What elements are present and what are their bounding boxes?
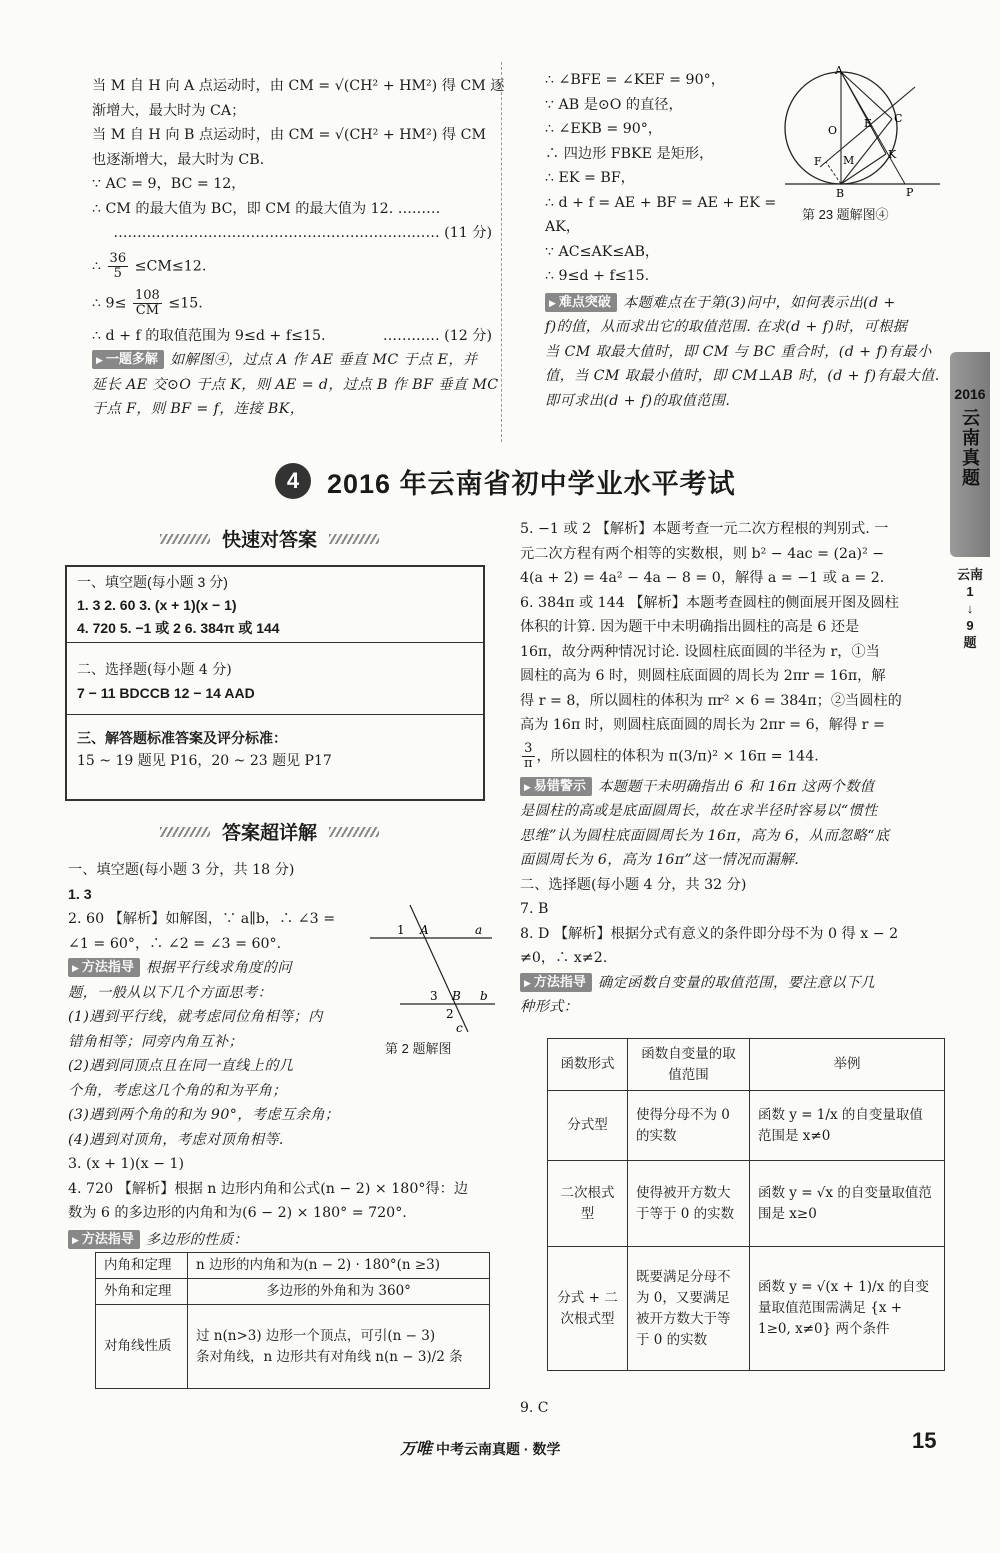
note-line: (4)遇到对顶角，考虑对顶角相等. bbox=[68, 1131, 284, 1148]
table-row bbox=[548, 1091, 945, 1161]
range-text: ∴ d + f 的取值范围为 9≤d + f≤15. bbox=[92, 327, 326, 344]
answer-9: 9. C bbox=[520, 1400, 549, 1416]
fig-label: M bbox=[843, 154, 855, 167]
answer-2: 2. 60 【解析】如解图，∵ a∥b，∴ ∠3 = bbox=[68, 911, 336, 927]
warning-tag: ▶ 易错警示 bbox=[520, 777, 592, 796]
section-title: 一、填空题(每小题 3 分，共 18 分) bbox=[68, 862, 295, 878]
table-cell: 外角和定理 bbox=[96, 1279, 188, 1305]
text-line: AK， bbox=[545, 219, 581, 235]
inequality-1 bbox=[92, 252, 492, 281]
note-line: 种形式： bbox=[520, 999, 579, 1015]
table-header: 函数自变量的取值范围 bbox=[628, 1039, 750, 1091]
note-line: 于点 F，则 BF = f，连接 BK， bbox=[92, 401, 305, 417]
prefix: ∴ bbox=[92, 258, 102, 274]
text-line: ∴ ∠EKB = 90°， bbox=[545, 121, 663, 137]
fraction bbox=[108, 252, 129, 281]
fig-label: b bbox=[480, 989, 488, 1003]
quick-answers-heading bbox=[160, 525, 379, 552]
answer-5: 4(a + 2) = 4a² − 4a − 8 = 0，解得 a = −1 或 a = 2. bbox=[520, 570, 885, 586]
answer-row: 7 − 11 BDCCB 12 − 14 AAD bbox=[77, 685, 255, 701]
table-cell: 函数 y = 1/x 的自变量取值范围是 x≠0 bbox=[750, 1091, 945, 1161]
table-cell: 函数 y = √(x + 1)/x 的自变量取值范围需满足 {x + 1≥0, x≠0} 两个条件 bbox=[750, 1247, 945, 1371]
denominator: CM bbox=[135, 302, 160, 318]
section-title: 二、选择题(每小题 4 分，共 32 分) bbox=[520, 876, 747, 893]
numerator: 36 bbox=[109, 250, 127, 266]
answer-8: ≠0，∴ x≠2. bbox=[520, 950, 608, 966]
fig-label: c bbox=[456, 1021, 463, 1035]
method-tag: ▶ 方法指导 bbox=[520, 973, 592, 992]
table-row bbox=[548, 1247, 945, 1371]
fig-label: A bbox=[420, 923, 429, 937]
sidebar-tab bbox=[950, 352, 990, 557]
answer-row: 4. 720 5. −1 或 2 6. 384π 或 144 bbox=[77, 620, 280, 636]
fig-label: B bbox=[452, 989, 461, 1003]
text-line: 当 M 自 H 向 A 点运动时，由 CM = √(CH² + HM²) 得 CM 逐 bbox=[92, 78, 505, 94]
inequality-2 bbox=[92, 289, 492, 318]
table-cell: n 边形的内角和为(n − 2) · 180°(n ≥3) bbox=[188, 1253, 490, 1279]
fig-label: B bbox=[836, 187, 845, 200]
note-line: 思维”认为圆柱底面圆周长为 16π，高为 6，从而忽略“底 bbox=[520, 827, 890, 844]
table-cell: 分式 + 二次根式型 bbox=[548, 1247, 628, 1371]
note-line: 本题题干未明确指出 6 和 16π 这两个数值 bbox=[597, 778, 875, 795]
quick-answers-box bbox=[65, 565, 485, 801]
note-line: (1)遇到平行线，就考虑同位角相等；内 bbox=[68, 1009, 323, 1025]
sidebar-range bbox=[952, 566, 988, 651]
figure-2-parallel-lines bbox=[370, 900, 495, 1035]
decor-stripes bbox=[329, 827, 379, 837]
suffix: ≤CM≤12. bbox=[134, 258, 207, 274]
text-line: ∵ AC≤AK≤AB， bbox=[545, 243, 660, 260]
note-line: 本题难点在于第(3)问中，如何表示出(d + bbox=[622, 294, 896, 311]
fig-label: F bbox=[814, 155, 822, 168]
suffix: ≤15. bbox=[168, 295, 203, 311]
table-header: 函数形式 bbox=[548, 1039, 628, 1091]
note-line: f)的值，从而求出它的取值范围. 在求(d + f)时，可根据 bbox=[545, 319, 908, 335]
answer-row: 15 ~ 19 题见 P16，20 ~ 23 题见 P17 bbox=[77, 753, 332, 769]
fraction bbox=[522, 742, 535, 771]
note-line: 根据平行线求角度的问 bbox=[145, 960, 292, 976]
table-header-row bbox=[548, 1039, 945, 1091]
decor-stripes bbox=[329, 534, 379, 544]
denominator: π bbox=[524, 755, 533, 771]
answer-6: 高为 16π 时，则圆柱底面圆的周长为 2πr = 6，解得 r = bbox=[520, 717, 885, 733]
text-line: ∵ AB 是⊙O 的直径， bbox=[545, 96, 683, 113]
range-from: 1 bbox=[966, 584, 974, 599]
sidebar-label: 云南真题 bbox=[960, 408, 980, 488]
note-line: 当 CM 取最大值时，即 CM 与 BC 重合时，(d + f)有最小 bbox=[545, 343, 932, 360]
section-title: 一、填空题(每小题 3 分) bbox=[77, 574, 228, 590]
column-divider bbox=[501, 62, 502, 442]
table-cell: 对角线性质 bbox=[96, 1305, 188, 1389]
fig-label: 3 bbox=[430, 989, 438, 1003]
decor-stripes bbox=[160, 534, 210, 544]
note-line: 如解图④，过点 A 作 AE 垂直 MC 于点 E，并 bbox=[169, 352, 478, 368]
note-line: (2)遇到同顶点且在同一直线上的几 bbox=[68, 1058, 294, 1074]
table-cell: 多边形的外角和为 360° bbox=[188, 1279, 490, 1305]
note-line: 错角相等；同旁内角互补； bbox=[68, 1033, 244, 1050]
function-domain-table bbox=[547, 1038, 945, 1371]
polygon-properties-table bbox=[95, 1252, 490, 1389]
table-cell: 使得分母不为 0 的实数 bbox=[628, 1091, 750, 1161]
note-line: 确定函数自变量的取值范围，要注意以下几 bbox=[597, 974, 876, 991]
answer-1: 1. 3 bbox=[68, 886, 92, 903]
range-to: 9 bbox=[966, 618, 974, 633]
text-line: 也逐渐增大，最大时为 CB. bbox=[92, 151, 265, 168]
figure-2-caption: 第 2 题解图 bbox=[385, 1041, 452, 1056]
note-line: (3)遇到两个角的和为 90°，考虑互余角； bbox=[68, 1107, 340, 1123]
answer-2: ∠1 = 60°，∴ ∠2 = ∠3 = 60°. bbox=[68, 935, 282, 952]
hard-point bbox=[545, 291, 945, 316]
warning bbox=[520, 775, 945, 800]
answer-6: 得 r = 8，所以圆柱的体积为 πr² × 6 = 384π；②当圆柱的 bbox=[520, 692, 902, 709]
figure-23-circle bbox=[780, 62, 945, 202]
text-line: ∴ ∠BFE = ∠KEF = 90°， bbox=[545, 72, 725, 88]
arrow-down-icon: ↓ bbox=[966, 601, 974, 616]
answer-6-last bbox=[520, 742, 945, 771]
sidebar-year: 2016 bbox=[954, 386, 986, 402]
cell-line: 条对角线，n 边形共有对角线 n(n − 3)/2 条 bbox=[196, 1348, 463, 1365]
answer-6: 体积的计算. 因为题干中未明确指出圆柱的高是 6 还是 bbox=[520, 619, 860, 635]
text-line: ∴ EK = BF， bbox=[545, 170, 635, 186]
table-row bbox=[96, 1253, 490, 1279]
score-12: ………… (12 分) bbox=[382, 327, 492, 344]
lower-right-column bbox=[520, 517, 945, 1020]
fig-label: a bbox=[475, 923, 483, 937]
text-line: ∴ d + f = AE + BF = AE + EK = bbox=[545, 194, 777, 211]
section-title: 二、选择题(每小题 4 分) bbox=[77, 662, 232, 678]
answer-3: 3. (x + 1)(x − 1) bbox=[68, 1156, 185, 1172]
text-line: 渐增大，最大时为 CA； bbox=[92, 102, 246, 119]
fill-section bbox=[67, 567, 483, 643]
note-line: 多边形的性质： bbox=[145, 1231, 249, 1248]
answer-6: 6. 384π 或 144 【解析】本题考查圆柱的侧面展开图及圆柱 bbox=[520, 594, 899, 611]
answer-5: 5. −1 或 2 【解析】本题考查一元二次方程根的判别式. 一 bbox=[520, 521, 889, 537]
multi-solution-tag: ▶ 一题多解 bbox=[92, 350, 164, 369]
fig-label: 2 bbox=[446, 1007, 454, 1021]
figure-23-caption: 第 23 题解图④ bbox=[802, 207, 889, 222]
footer-text: 中考云南真题 · 数学 bbox=[436, 1441, 561, 1457]
fig-label: A bbox=[835, 64, 843, 77]
table-cell: 分式型 bbox=[548, 1091, 628, 1161]
fig-label: E bbox=[864, 117, 873, 130]
text-line: 当 M 自 H 向 B 点运动时，由 CM = √(CH² + HM²) 得 CM bbox=[92, 127, 486, 143]
answer-4: 数为 6 的多边形的内角和为(6 − 2) × 180° = 720°. bbox=[68, 1205, 407, 1221]
answer-5: 元二次方程有两个相等的实数根，则 b² − 4ac = (2a)² − bbox=[520, 545, 885, 562]
decor-stripes bbox=[160, 827, 210, 837]
heading-text: 快速对答案 bbox=[222, 530, 318, 551]
note-line: 题，一般从以下几个方面思考： bbox=[68, 984, 273, 1001]
range-line bbox=[92, 324, 492, 349]
text-line: ∴ 四边形 FBKE 是矩形， bbox=[545, 145, 714, 162]
method-guide-2 bbox=[68, 1228, 498, 1253]
table-cell: 二次根式型 bbox=[548, 1161, 628, 1247]
method-tag: ▶ 方法指导 bbox=[68, 1230, 140, 1249]
answer-6: 16π，故分两种情况讨论. 设圆柱底面圆的半径为 r，①当 bbox=[520, 643, 880, 660]
solution-section bbox=[67, 715, 483, 777]
cell-line: 过 n(n>3) 边形一个顶点，可引(n − 3) bbox=[196, 1327, 436, 1344]
numerator: 3 bbox=[522, 742, 535, 757]
footer-title bbox=[400, 1436, 560, 1459]
answer-8: 8. D 【解析】根据分式有意义的条件即分母不为 0 得 x − 2 bbox=[520, 925, 899, 942]
table-cell: 内角和定理 bbox=[96, 1253, 188, 1279]
section-title bbox=[275, 460, 745, 502]
answer-row: 1. 3 2. 60 3. (x + 1)(x − 1) bbox=[77, 597, 237, 613]
table-cell bbox=[188, 1305, 490, 1389]
section-title-text: 2016 年云南省初中学业水平考试 bbox=[327, 468, 736, 499]
answer-4: 4. 720 【解析】根据 n 边形内角和公式(n − 2) × 180°得：边 bbox=[68, 1180, 469, 1197]
fraction bbox=[133, 289, 162, 318]
fig-label: O bbox=[828, 124, 838, 137]
table-cell: 使得被开方数大于等于 0 的实数 bbox=[628, 1161, 750, 1247]
method-guide bbox=[520, 971, 945, 996]
table-row bbox=[548, 1161, 945, 1247]
brand-logo: 万唯 bbox=[400, 1441, 433, 1458]
method-tag: ▶ 方法指导 bbox=[68, 958, 140, 977]
note-line: 延长 AE 交⊙O 于点 K，则 AE = d，过点 B 作 BF 垂直 MC bbox=[92, 376, 499, 393]
numerator: 108 bbox=[134, 287, 160, 303]
fig-label: C bbox=[894, 112, 903, 125]
prefix: ∴ 9≤ bbox=[92, 295, 127, 311]
range-top: 云南 bbox=[956, 567, 983, 582]
detailed-heading bbox=[160, 818, 379, 845]
note-line: 值，当 CM 取最小值时，即 CM⊥AB 时，(d + f)有最大值. bbox=[545, 368, 940, 384]
text-line: ∴ 9≤d + f≤15. bbox=[545, 268, 650, 284]
note-line: 即可求出(d + f)的取值范围. bbox=[545, 392, 731, 409]
hard-point-tag: ▶ 难点突破 bbox=[545, 293, 617, 312]
fig-label: 1 bbox=[397, 923, 405, 937]
fig-label: K bbox=[888, 148, 897, 161]
fig-label: P bbox=[906, 186, 914, 199]
section-number: 4 bbox=[275, 463, 311, 499]
multi-solution bbox=[92, 348, 492, 373]
top-left-column bbox=[92, 74, 505, 422]
table-row bbox=[96, 1305, 490, 1389]
page-number: 15 bbox=[912, 1428, 937, 1453]
table-row bbox=[96, 1279, 490, 1305]
note-line: 是圆柱的高或是底面圆周长，故在求半径时容易以“惯性 bbox=[520, 803, 878, 819]
table-header: 举例 bbox=[750, 1039, 945, 1091]
choice-section bbox=[67, 643, 483, 715]
heading-text: 答案超详解 bbox=[222, 823, 318, 844]
range-unit: 题 bbox=[963, 635, 977, 650]
table-cell: 函数 y = √x 的自变量取值范围是 x≥0 bbox=[750, 1161, 945, 1247]
note-line: 面圆周长为 6，高为 16π”这一情况而漏解. bbox=[520, 852, 800, 868]
section-title: 三、解答题标准答案及评分标准： bbox=[77, 730, 287, 746]
score-11: …………………………………………………………… (11 分) bbox=[113, 225, 492, 241]
denominator: 5 bbox=[113, 265, 122, 281]
text: ，所以圆柱的体积为 π(3/π)² × 16π = 144. bbox=[536, 748, 819, 764]
text-line: ∴ CM 的最大值为 BC，即 CM 的最大值为 12. ……… bbox=[92, 200, 441, 217]
table-cell: 既要满足分母不为 0，又要满足被开方数大于等于 0 的实数 bbox=[628, 1247, 750, 1371]
answer-7: 7. B bbox=[520, 901, 549, 917]
answer-6: 圆柱的高为 6 时，则圆柱底面圆的周长为 2πr = 16π，解 bbox=[520, 668, 886, 684]
note-line: 个角，考虑这几个角的和为平角； bbox=[68, 1082, 287, 1099]
text-line: ∵ AC = 9，BC = 12， bbox=[92, 176, 246, 192]
